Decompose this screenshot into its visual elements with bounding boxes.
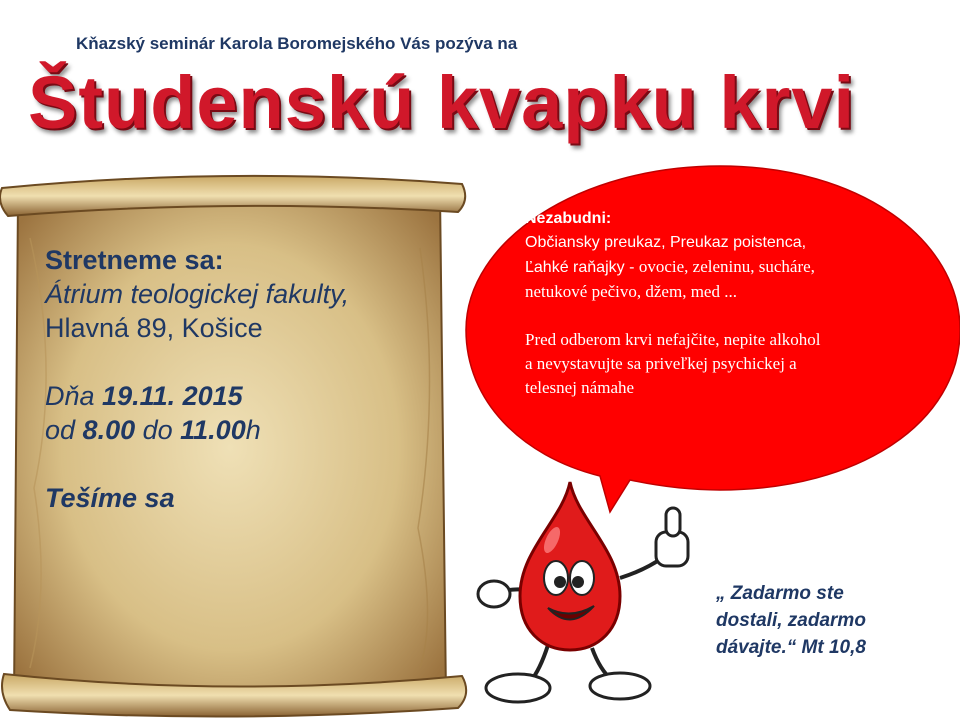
reminder-line1: Občiansky preukaz, Preukaz poistenca, (525, 234, 807, 251)
meeting-heading: Stretneme sa: (45, 245, 224, 275)
time-to: 11.00 (180, 415, 246, 445)
date-prefix: Dňa (45, 381, 103, 411)
time-suffix: h (245, 415, 261, 445)
date-value: 19.11. 2015 (102, 381, 243, 411)
reminder-line3: netukové pečivo, džem, med ... (525, 282, 737, 301)
quote-line2: dostali, zadarmo (716, 610, 866, 631)
reminder-heading: Nezabudni: (525, 210, 612, 227)
reminder-text (525, 207, 945, 400)
bible-quote (716, 580, 936, 661)
time-from: 8.00 (82, 415, 136, 445)
blood-drop-mascot (470, 470, 720, 710)
quote-line3: dávajte.“ Mt 10,8 (716, 637, 866, 658)
event-title: Študenskú kvapku krvi (28, 61, 856, 144)
time-from-prefix: od (45, 415, 83, 445)
reminder-line2-serif: ovocie, zeleninu, sucháre, (638, 257, 815, 276)
warning-line1: Pred odberom krvi nefajčite, nepite alkohol (525, 330, 821, 349)
meeting-date (45, 379, 349, 413)
invitation-subtitle: Kňazský seminár Karola Boromejského Vás pozýva na (76, 34, 518, 53)
warning-line2: a nevystavujte sa priveľkej psychickej a (525, 354, 797, 373)
meeting-place-line1: Átrium teologickej fakulty, (45, 279, 350, 309)
quote-line1: „ Zadarmo ste (716, 583, 844, 604)
closing-text: Tešíme sa (45, 483, 175, 513)
warning-line3: telesnej námahe (525, 378, 635, 397)
meeting-info (45, 243, 349, 515)
time-mid: do (135, 415, 181, 445)
reminder-line2 (525, 255, 945, 280)
meeting-time (45, 413, 349, 447)
meeting-place-line2: Hlavná 89, Košice (45, 313, 263, 343)
reminder-line2-sans: Ľahké raňajky - (525, 259, 639, 276)
